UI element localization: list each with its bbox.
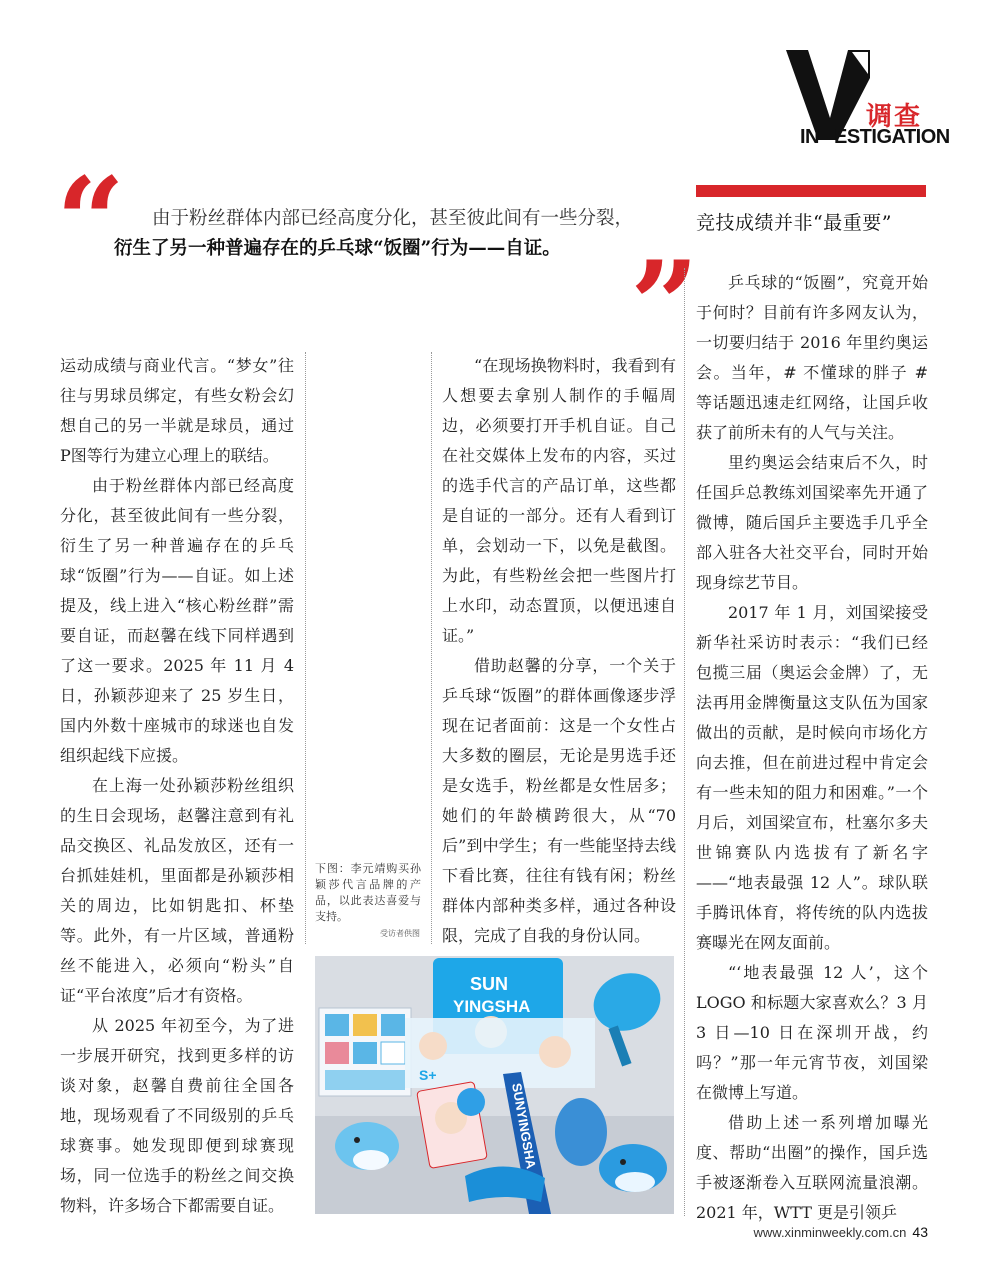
- page-number: 43: [912, 1224, 928, 1240]
- subheading-title: 竞技成绩并非“最重要”: [696, 212, 892, 234]
- paragraph: 2017 年 1 月，刘国梁接受新华社采访时表示：“我们已经包揽三届（奥运会金牌）了，无法再用金牌衡量这支队伍为国家做出的贡献，是时候向市场化方向去推，但在前进过程中肯定会有一些未知的阻力和困难。”一个月后，刘国梁宣布，杜塞尔多夫世锦赛队内选拔有了新名字——“地表最强 12 人”。球队联手腾讯体育，将传统的队内选拔赛曝光在网友面前。: [696, 603, 928, 952]
- photo-credit: 受访者供图: [380, 929, 420, 938]
- section-header: [786, 48, 950, 158]
- svg-text:S+: S+: [419, 1067, 437, 1083]
- section-label-en-right: ESTIGATION: [834, 126, 950, 148]
- merchandise-photo: [315, 956, 674, 1214]
- paragraph: “在现场换物料时，我看到有人想要去拿别人制作的手幅周边，必须要打开手机自证。自己在社交媒体上发布的内容，买过的选手代言的产品订单，这些都是自证的一部分。还有人看到订单，会划动一下，以免是截图。为此，有些粉丝会把一些图片打上水印，动态置顶，以便迅速自证。”: [442, 356, 676, 645]
- section-label-en-left: IN: [800, 126, 819, 148]
- banner-text-line2: YINGSHA: [453, 997, 531, 1016]
- pull-quote: [114, 204, 634, 264]
- page-footer: [754, 1224, 929, 1240]
- subheading-bar: [696, 185, 926, 197]
- paragraph: 运动成绩与商业代言。“梦女”往往与男球员绑定，有些女粉会幻想自己的另一半就是球员，通过P图等行为建立心理上的联结。: [60, 356, 294, 465]
- column-divider-right: [684, 268, 685, 1216]
- photo-caption: 下图：李元靖购买孙颖莎代言品牌的产品，以此表达喜爱与支持。: [315, 862, 421, 923]
- article-column-1: [60, 351, 294, 1221]
- footer-url: www.xinminweekly.com.cn: [753, 1225, 907, 1240]
- pull-quote-bold: 衍生了另一种普遍存在的乒乓球“饭圈”行为——自证。: [114, 238, 561, 259]
- paragraph: “‘地表最强 12 人’，这个 LOGO 和标题大家喜欢么？3 月 3 日—10 日在深圳开战，约吗？”那一年元宵节夜，刘国梁在微博上写道。: [696, 963, 928, 1102]
- paragraph: 里约奥运会结束后不久，时任国乒总教练刘国梁率先开通了微博，随后国乒主要选手几乎全部入驻各大社交平台，同时开始现身综艺节目。: [696, 453, 928, 592]
- column-divider-center: [431, 352, 432, 944]
- banner-text-line1: SUN: [470, 974, 509, 994]
- pull-quote-lead: 由于粉丝群体内部已经高度分化，甚至彼此间有一些分裂，: [152, 208, 634, 229]
- quote-close-mark: ”: [630, 235, 700, 376]
- article-column-3: [696, 268, 928, 1228]
- paragraph: 乒乓球的“饭圈”，究竟开始于何时？目前有许多网友认为，一切要归结于 2016 年里约奥运会。当年，# 不懂球的胖子 # 等话题迅速走红网络，让国乒收获了前所未有的人气与关注。: [696, 273, 928, 442]
- paragraph: 由于粉丝群体内部已经高度分化，甚至彼此间有一些分裂，衍生了另一种普遍存在的乒乓球“饭圈”行为——自证。如上述提及，线上进入“核心粉丝群”需要自证，而赵馨在线下同样遇到了这一要求。2025 年 11 月 4 日，孙颖莎迎来了 25 岁生日，国内外数十座城市的球迷也自发组织起线下应援。: [60, 476, 294, 765]
- quote-open-mark: “: [56, 151, 126, 292]
- paragraph: 从 2025 年初至今，为了进一步展开研究，找到更多样的访谈对象，赵馨自费前往全国各地，现场观看了不同级别的乒乓球赛事。她发现即便到球赛现场，同一位选手的粉丝之间交换物料，许多场合下都需要自证。: [60, 1016, 294, 1215]
- paragraph: 借助赵馨的分享，一个关于乒乓球“饭圈”的群体画像逐步浮现在记者面前：这是一个女性占大多数的圈层，无论是男选手还是女选手，粉丝都是女性居多；她们的年龄横跨很大，从“70 后”到中学生；有一些能坚持去线下看比赛，往往有钱有闲；粉丝群体内部种类多样，通过各种设限，完成了自我的身份认同。: [442, 656, 676, 945]
- merchandise-illustration: [315, 956, 674, 1214]
- lanyard-text: SUNYINGSHA: [509, 1081, 539, 1170]
- section-label-en: [800, 126, 950, 149]
- column-divider-left: [305, 352, 306, 944]
- article-column-2: [442, 351, 676, 951]
- paragraph: 在上海一处孙颖莎粉丝组织的生日会现场，赵馨注意到有礼品交换区、礼品发放区，还有一台抓娃娃机，里面都是孙颖莎相关的周边，比如钥匙扣、杯垫等。此外，有一片区域，普通粉丝不能进入，必须向“粉头”自证“平台浓度”后才有资格。: [60, 776, 294, 1005]
- paragraph: 借助上述一系列增加曝光度、帮助“出圈”的操作，国乒选手被逐渐卷入互联网流量浪潮。2021 年，WTT 更是引领乒: [696, 1113, 928, 1222]
- section-label-zh: 调查: [866, 102, 923, 132]
